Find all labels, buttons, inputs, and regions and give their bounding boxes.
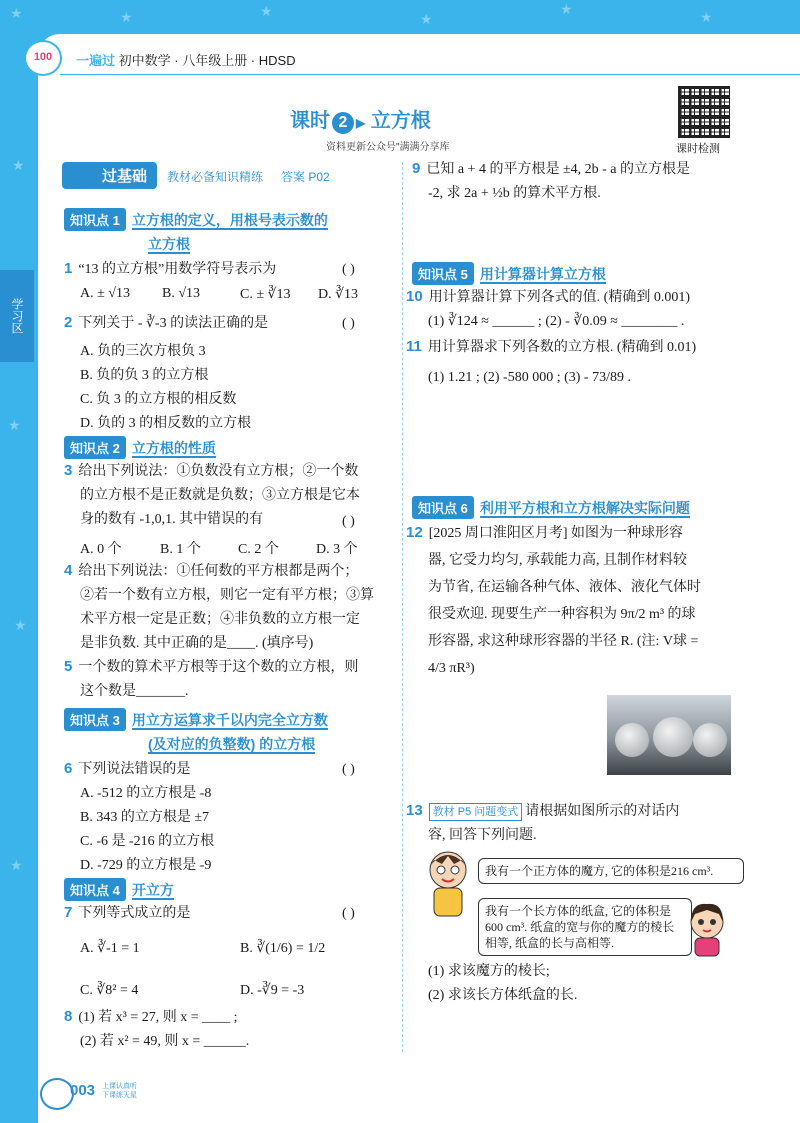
lesson-name: 立方根	[370, 110, 431, 132]
question-text: (1) ∛124 ≈ ______ ; (2) - ∛0.09 ≈ ________ .	[428, 314, 685, 329]
page-number: 003	[70, 1082, 96, 1099]
question-text: 用计算器求下列各数的立方根. (精确到 0.01)	[427, 340, 697, 355]
option-c[interactable]: C. -6 是 -216 的立方根	[80, 834, 215, 849]
question-text: ②若一个数有立方根，则它一定有平方根；③算	[80, 588, 374, 603]
qr-caption: 课时检测	[676, 143, 720, 155]
question-number: 6	[64, 760, 73, 777]
question-text: (2) 若 x² = 49, 则 x = ______.	[80, 1034, 250, 1049]
question-text: 一个数的算术平方根等于这个数的立方根，则	[78, 660, 359, 675]
answer-blank[interactable]: ( )	[342, 906, 355, 921]
option-d[interactable]: D. ∛13	[318, 287, 359, 302]
kp-tag: 知识点 5	[412, 262, 474, 285]
question-number: 8	[64, 1008, 73, 1025]
kp-tag: 知识点 1	[64, 208, 126, 231]
kp-title: 用立方运算求千以内完全立方数	[131, 712, 328, 728]
girl-illustration	[685, 900, 729, 958]
question-13	[406, 800, 746, 848]
arrow-icon: ▶	[356, 116, 366, 130]
star-icon: ★	[14, 619, 27, 634]
knowledge-point-2	[64, 436, 216, 459]
option-a[interactable]: A. 0 个	[80, 542, 122, 557]
knowledge-point-3	[64, 708, 328, 731]
star-icon: ★	[420, 13, 433, 28]
question-text: 给出下列说法：①负数没有立方根；②一个数	[78, 464, 359, 479]
question-1	[64, 258, 276, 282]
knowledge-point-1	[64, 208, 328, 231]
question-number: 2	[64, 314, 73, 331]
brand-name: 一遍过	[76, 53, 116, 68]
question-11	[406, 336, 746, 390]
kp-title: 利用平方根和立方根解决实际问题	[479, 500, 690, 516]
question-text: 器, 它受力均匀, 承载能力高, 且制作材料较	[428, 553, 687, 568]
footer-slogan: 上课认真听 下课练天星	[102, 1083, 137, 1099]
question-text: 很受欢迎. 现要生产一种容积为 9π/2 m³ 的球	[428, 607, 696, 622]
question-text: 身的数有 -1,0,1. 其中错误的有	[80, 512, 264, 527]
question-10	[406, 286, 746, 334]
question-text: “13 的立方根”用数学符号表示为	[78, 262, 277, 277]
question-text: 的立方根不是正数就是负数；③立方根是它本	[80, 488, 360, 503]
question-5	[64, 656, 394, 704]
question-number: 12	[406, 524, 423, 541]
question-tag: 教材 P5 问题变式	[429, 803, 523, 821]
option-c[interactable]: C. ∛8² = 4	[80, 983, 139, 998]
column-divider	[402, 162, 403, 1052]
side-tab[interactable]: 学习区	[0, 270, 34, 362]
kp-title-line2: 立方根	[148, 236, 190, 252]
kp-title: 用计算器计算立方根	[479, 266, 606, 282]
question-13-parts	[428, 960, 688, 1008]
question-8	[64, 1006, 394, 1054]
star-icon: ★	[560, 3, 573, 18]
question-text: 为节省, 在运输各种气体、液体、液化气体时	[428, 580, 701, 595]
answer-blank[interactable]: ( )	[342, 762, 355, 777]
star-icon: ★	[10, 859, 23, 874]
tank-sphere	[615, 723, 649, 757]
question-2	[64, 312, 268, 336]
lesson-number: 2	[332, 112, 354, 134]
question-text: (1) 若 x³ = 27, 则 x = ____ ;	[78, 1010, 238, 1025]
question-number: 5	[64, 658, 73, 675]
option-b[interactable]: B. 1 个	[160, 542, 201, 557]
option-a[interactable]: A. ∛-1 = 1	[80, 941, 140, 956]
option-b[interactable]: B. ∛(1/6) = 1/2	[240, 941, 326, 956]
question-text: 下列关于 - ∛-3 的读法正确的是	[78, 316, 269, 331]
question-text: 容, 回答下列问题.	[428, 828, 537, 843]
question-7	[64, 902, 190, 926]
star-icon: ★	[260, 5, 273, 20]
sub-question: (2) 求该长方体纸盒的长.	[428, 988, 578, 1003]
section-banner	[62, 162, 384, 188]
question-number: 11	[406, 338, 422, 355]
kp-title-cont	[148, 234, 190, 254]
question-text: 下列说法错误的是	[78, 762, 191, 777]
option-b[interactable]: B. 负的负 3 的立方根	[80, 368, 209, 383]
option-d[interactable]: D. 3 个	[316, 542, 358, 557]
option-c[interactable]: C. 负 3 的立方根的相反数	[80, 392, 237, 407]
brand-logo: 100	[24, 40, 62, 76]
question-text: 用计算器计算下列各式的值. (精确到 0.001)	[428, 290, 691, 305]
question-number: 4	[64, 562, 73, 579]
question-number: 9	[412, 160, 421, 177]
star-icon: ★	[10, 7, 23, 22]
star-icon: ★	[120, 11, 133, 26]
answer-blank[interactable]: ( )	[342, 514, 355, 529]
option-d[interactable]: D. -∛9 = -3	[240, 983, 305, 998]
question-text: 给出下列说法：①任何数的平方根都是两个；	[78, 564, 359, 579]
kp-tag: 知识点 4	[64, 878, 126, 901]
option-c[interactable]: C. 2 个	[238, 542, 279, 557]
question-text: 这个数是_______.	[80, 684, 189, 699]
header-divider	[60, 74, 800, 75]
question-number: 7	[64, 904, 73, 921]
question-6	[64, 758, 190, 782]
question-text: (1) 1.21 ; (2) -580 000 ; (3) - 73/89 .	[428, 370, 631, 385]
lesson-subtitle: 资料更新公众号"满满分享库	[326, 142, 450, 153]
tank-sphere	[653, 717, 693, 757]
course-info: 初中数学 · 八年级上册 · HDSD	[118, 53, 296, 68]
lesson-prefix: 课时	[290, 110, 330, 132]
section-sub: 教材必备知识精练	[167, 170, 264, 184]
knowledge-point-4	[64, 878, 174, 901]
sub-question: (1) 求该魔方的棱长;	[428, 964, 550, 979]
question-12	[406, 520, 746, 682]
question-text: 请根据如图所示的对话内	[525, 804, 680, 819]
question-4	[64, 560, 394, 656]
option-d[interactable]: D. -729 的立方根是 -9	[80, 858, 212, 873]
answer-ref: 答案 P02	[281, 170, 330, 184]
qr-code-icon[interactable]	[678, 86, 730, 138]
option-b[interactable]: B. √13	[162, 286, 201, 301]
option-a[interactable]: A. 负的三次方根负 3	[80, 344, 206, 359]
option-d[interactable]: D. 负的 3 的相反数的立方根	[80, 416, 252, 431]
section-name: 过基础	[62, 162, 157, 189]
kp-title: 开立方	[131, 882, 174, 898]
kp-tag: 知识点 6	[412, 496, 474, 519]
question-text: -2, 求 2a + ½b 的算术平方根.	[428, 186, 601, 201]
question-text: 术平方根一定是正数；④非负数的立方根一定	[80, 612, 360, 627]
lesson-title	[290, 104, 431, 134]
answer-blank[interactable]: ( )	[342, 316, 355, 331]
question-number: 3	[64, 462, 73, 479]
knowledge-point-5	[412, 262, 606, 285]
option-b[interactable]: B. 343 的立方根是 ±7	[80, 810, 210, 825]
question-text: 是非负数. 其中正确的是____. (填序号)	[80, 636, 314, 651]
option-a[interactable]: A. -512 的立方根是 -8	[80, 786, 212, 801]
kp-tag: 知识点 3	[64, 708, 126, 731]
boy-illustration	[424, 848, 472, 918]
question-number: 10	[406, 288, 423, 305]
star-icon: ★	[8, 419, 21, 434]
star-icon: ★	[700, 11, 713, 26]
question-text: [2025 周口淮阳区月考] 如图为一种球形容	[428, 526, 684, 541]
kp-title-cont	[148, 734, 315, 754]
kp-tag: 知识点 2	[64, 436, 126, 459]
option-a[interactable]: A. ± √13	[80, 286, 130, 301]
speech-bubble-boy: 我有一个正方体的魔方, 它的体积是216 cm³.	[478, 858, 744, 884]
question-number: 1	[64, 260, 73, 277]
question-text: 形容器, 求这种球形容器的半径 R. (注: V球 =	[428, 634, 699, 649]
tank-sphere	[693, 723, 727, 757]
mascot-icon	[40, 1078, 74, 1110]
kp-title: 立方根的性质	[131, 440, 216, 456]
kp-title-line2: (及对应的负整数) 的立方根	[148, 736, 316, 752]
knowledge-point-6	[412, 496, 690, 519]
option-c[interactable]: C. ± ∛13	[240, 287, 291, 302]
kp-title: 立方根的定义，用根号表示数的	[131, 212, 328, 228]
question-text: 已知 a + 4 的平方根是 ±4, 2b - a 的立方根是	[426, 162, 691, 177]
header-breadcrumb	[76, 50, 296, 69]
spherical-tanks-photo	[607, 695, 731, 775]
question-9	[412, 158, 742, 206]
star-icon: ★	[12, 159, 25, 174]
question-number: 13	[406, 802, 423, 819]
question-text: 下列等式成立的是	[78, 906, 191, 921]
answer-blank[interactable]: ( )	[342, 262, 355, 277]
speech-bubble-girl: 我有一个长方体的纸盒, 它的体积是600 cm³. 纸盒的宽与你的魔方的棱长相等, 纸盒的长与高相等.	[478, 898, 692, 956]
question-text: 4/3 πR³)	[428, 661, 475, 676]
